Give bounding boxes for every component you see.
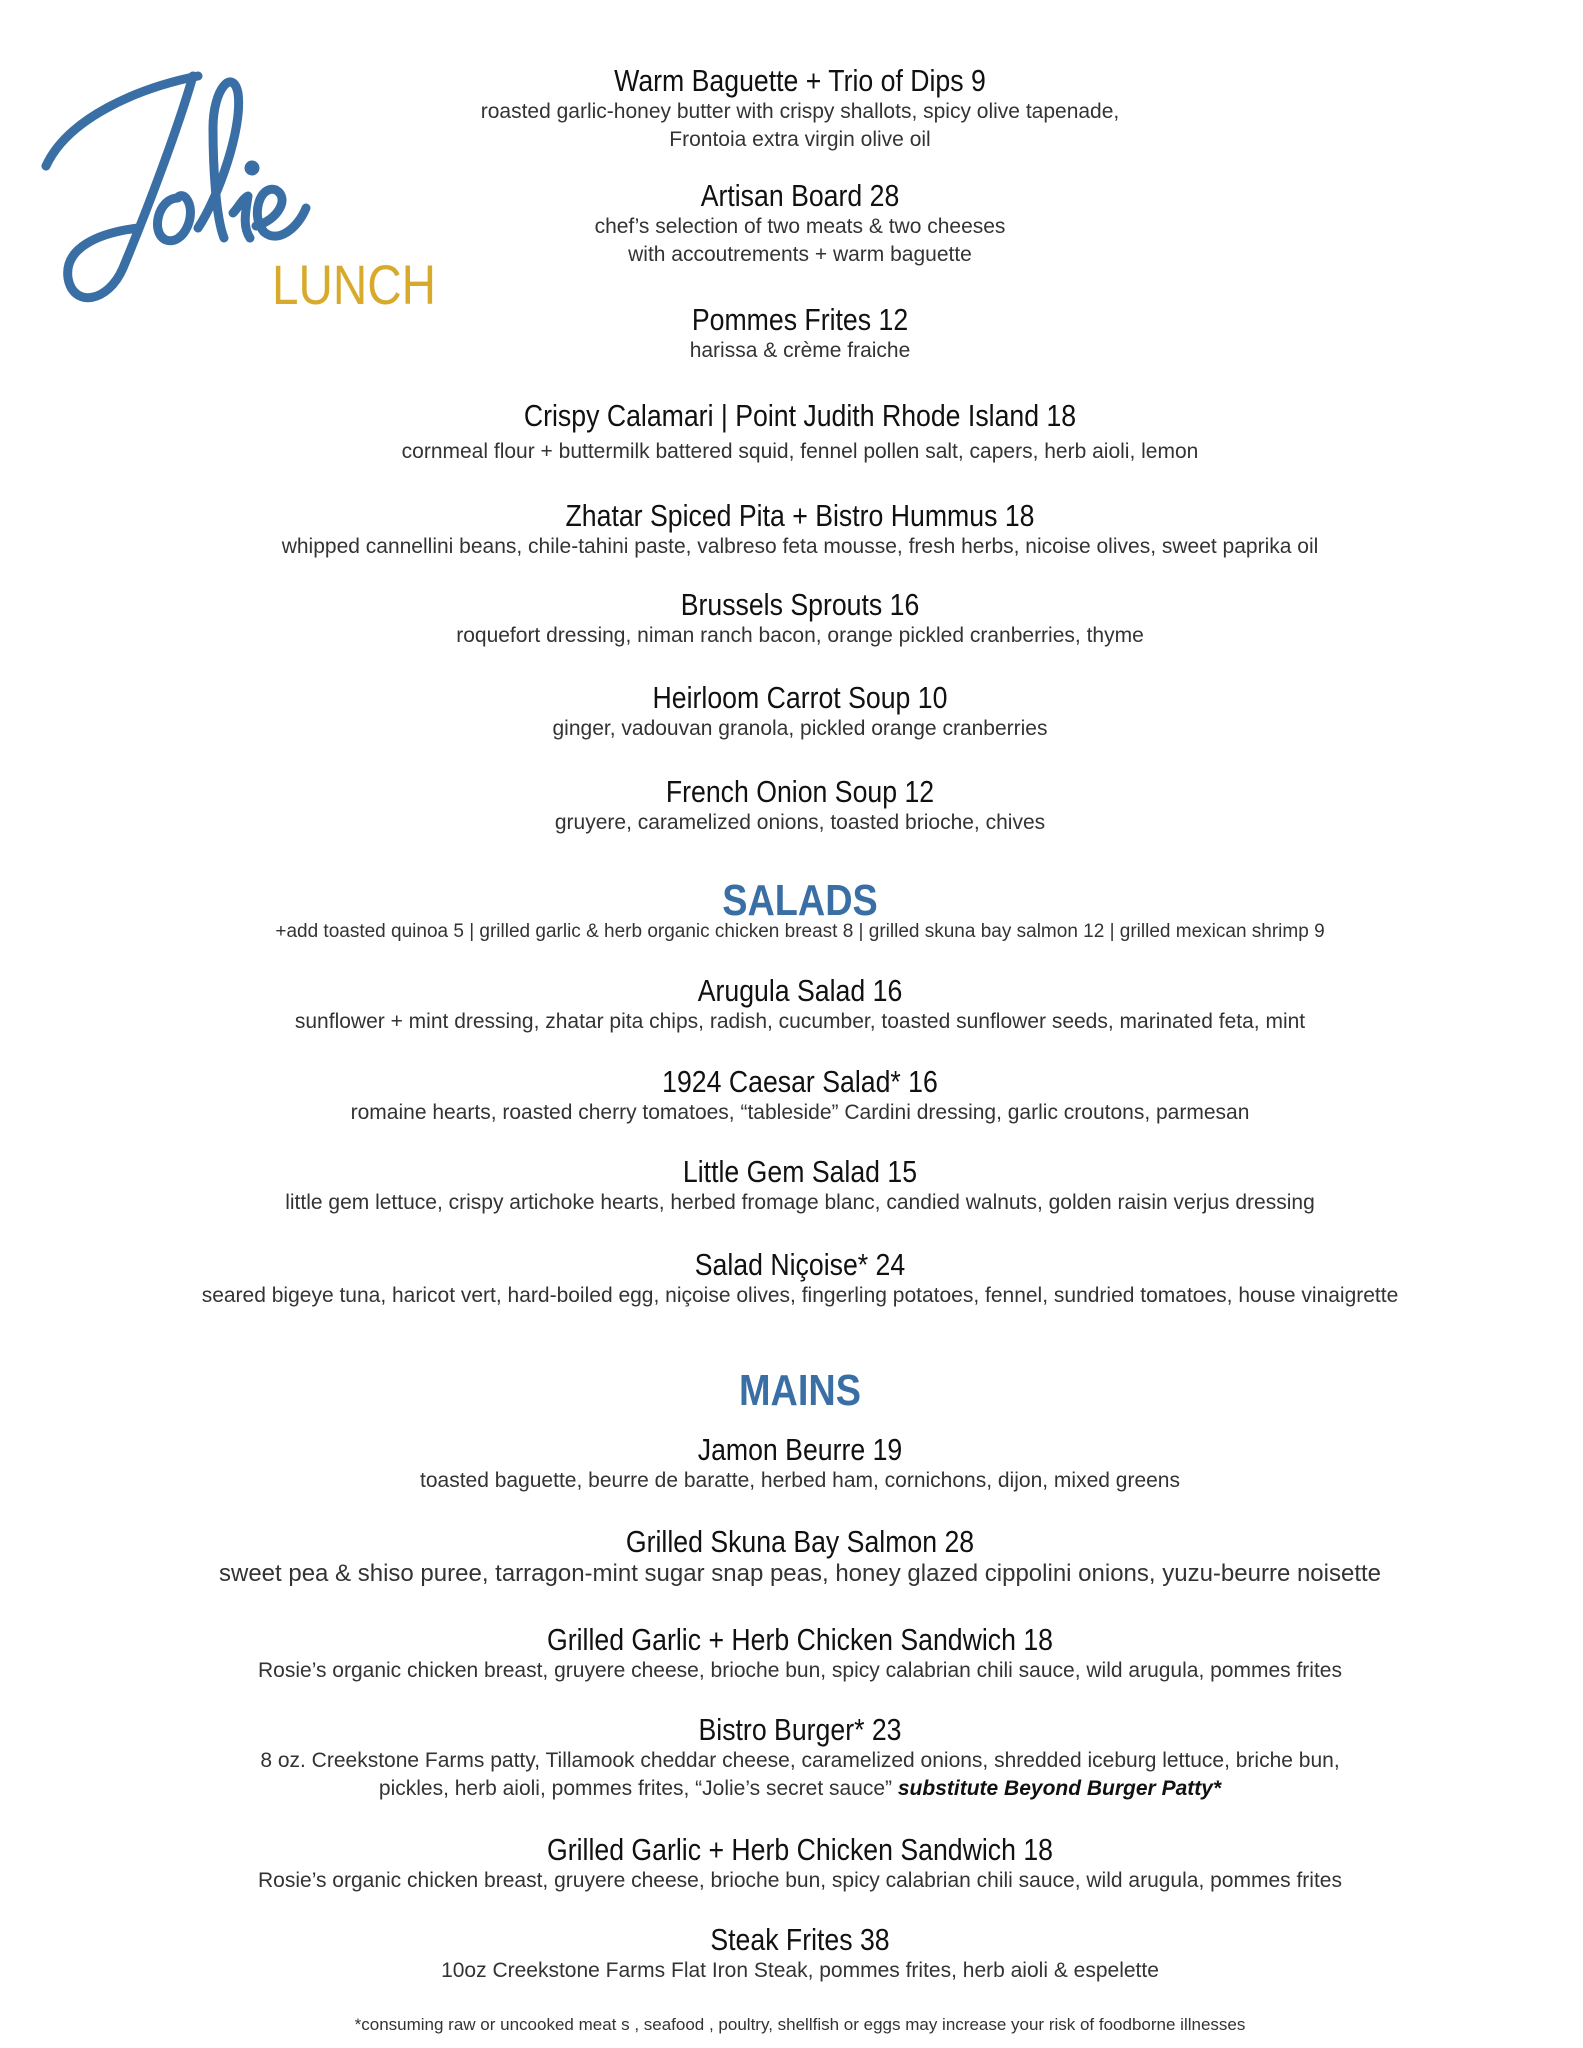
menu-item-desc: ginger, vadouvan granola, pickled orange cranberries (552, 717, 1048, 740)
menu-item-substitute: substitute Beyond Burger Patty* (897, 1777, 1222, 1800)
menu-item-desc: roasted garlic-honey butter with crispy shallots, spicy olive tapenade, (480, 100, 1120, 123)
menu-item-name: Warm Baguette + Trio of Dips 9 (614, 63, 986, 98)
menu-item-desc: 10oz Creekstone Farms Flat Iron Steak, pommes frites, herb aioli & espelette (441, 1959, 1159, 1982)
menu-item-name: Bistro Burger* 23 (698, 1712, 902, 1747)
menu-item-desc: pickles, herb aioli, pommes frites, “Jolie’s secret sauce” (378, 1777, 893, 1800)
menu-item-name: Arugula Salad 16 (697, 973, 903, 1008)
menu-item-desc: Rosie’s organic chicken breast, gruyere cheese, brioche bun, spicy calabrian chili sauce, wild arugula, pommes frites (258, 1869, 1342, 1892)
menu-item-name: Grilled Garlic + Herb Chicken Sandwich 18 (546, 1832, 1054, 1867)
menu-item-desc: roquefort dressing, niman ranch bacon, orange pickled cranberries, thyme (456, 624, 1144, 647)
footnote: *consuming raw or uncooked meat s , seafood , poultry, shellfish or eggs may increase your risk of foodborne illnesses (354, 2015, 1246, 2034)
menu-item-desc: whipped cannellini beans, chile-tahini paste, valbreso feta mousse, fresh herbs, nicoise olives, sweet paprika oil (281, 535, 1319, 558)
menu-item-name: 1924 Caesar Salad* 16 (662, 1064, 938, 1099)
menu-subtitle: LUNCH (272, 253, 436, 316)
menu-item-desc: chef’s selection of two meats & two cheeses (594, 215, 1006, 238)
section-heading-mains: MAINS (739, 1366, 861, 1415)
salad-addons: +add toasted quinoa 5 | grilled garlic & herb organic chicken breast 8 | grilled skuna bay salmon 12 | grilled mexican shrimp 9 (275, 921, 1325, 942)
menu-item-name: Grilled Skuna Bay Salmon 28 (625, 1524, 975, 1559)
menu-item-desc: Frontoia extra virgin olive oil (669, 128, 931, 151)
section-heading-salads: SALADS (722, 876, 878, 925)
menu-item-desc: cornmeal flour + buttermilk battered squid, fennel pollen salt, capers, herb aioli, lemon (401, 440, 1199, 463)
menu-item-desc: with accoutrements + warm baguette (628, 243, 972, 266)
menu-item-name: Crispy Calamari | Point Judith Rhode Island 18 (523, 398, 1077, 433)
menu-item-name: Pommes Frites 12 (691, 302, 909, 337)
menu-item-desc: toasted baguette, beurre de baratte, herbed ham, cornichons, dijon, mixed greens (420, 1469, 1180, 1492)
menu-item-name: Steak Frites 38 (710, 1922, 890, 1957)
menu-item-desc: little gem lettuce, crispy artichoke hearts, herbed fromage blanc, candied walnuts, golden raisin verjus dressing (285, 1191, 1315, 1214)
menu-item-name: Jamon Beurre 19 (697, 1432, 903, 1467)
menu-item-name: Brussels Sprouts 16 (680, 587, 920, 622)
menu-item-name: Little Gem Salad 15 (682, 1154, 918, 1189)
menu-item-desc: romaine hearts, roasted cherry tomatoes, “tableside” Cardini dressing, garlic croutons, parmesan (350, 1101, 1250, 1124)
menu-item-desc: Rosie’s organic chicken breast, gruyere cheese, brioche bun, spicy calabrian chili sauce, wild arugula, pommes frites (258, 1659, 1342, 1682)
menu-item-desc: gruyere, caramelized onions, toasted brioche, chives (554, 811, 1046, 834)
menu-item-name: Zhatar Spiced Pita + Bistro Hummus 18 (565, 498, 1035, 533)
menu-item-desc: 8 oz. Creekstone Farms patty, Tillamook cheddar cheese, caramelized onions, shredded iceburg lettuce, briche bun, (260, 1749, 1340, 1772)
menu-item-desc: sweet pea & shiso puree, tarragon-mint sugar snap peas, honey glazed cippolini onions, yuzu-beurre noisette (218, 1560, 1382, 1587)
menu-item-desc: harissa & crème fraiche (689, 339, 911, 362)
menu-item-name: Heirloom Carrot Soup 10 (652, 680, 948, 715)
menu-item-name: Grilled Garlic + Herb Chicken Sandwich 18 (546, 1622, 1054, 1657)
menu-item-name: Salad Niçoise* 24 (694, 1247, 906, 1282)
menu-item-name: Artisan Board 28 (700, 178, 900, 213)
menu-item-desc-line (0, 1775, 1583, 1803)
menu-item-desc: sunflower + mint dressing, zhatar pita chips, radish, cucumber, toasted sunflower seeds, marinated feta, mint (294, 1010, 1306, 1033)
menu-item-desc: seared bigeye tuna, haricot vert, hard-boiled egg, niçoise olives, fingerling potatoes, fennel, sundried tomatoes, house vinaigrette (201, 1284, 1399, 1307)
menu-item-name: French Onion Soup 12 (665, 774, 935, 809)
